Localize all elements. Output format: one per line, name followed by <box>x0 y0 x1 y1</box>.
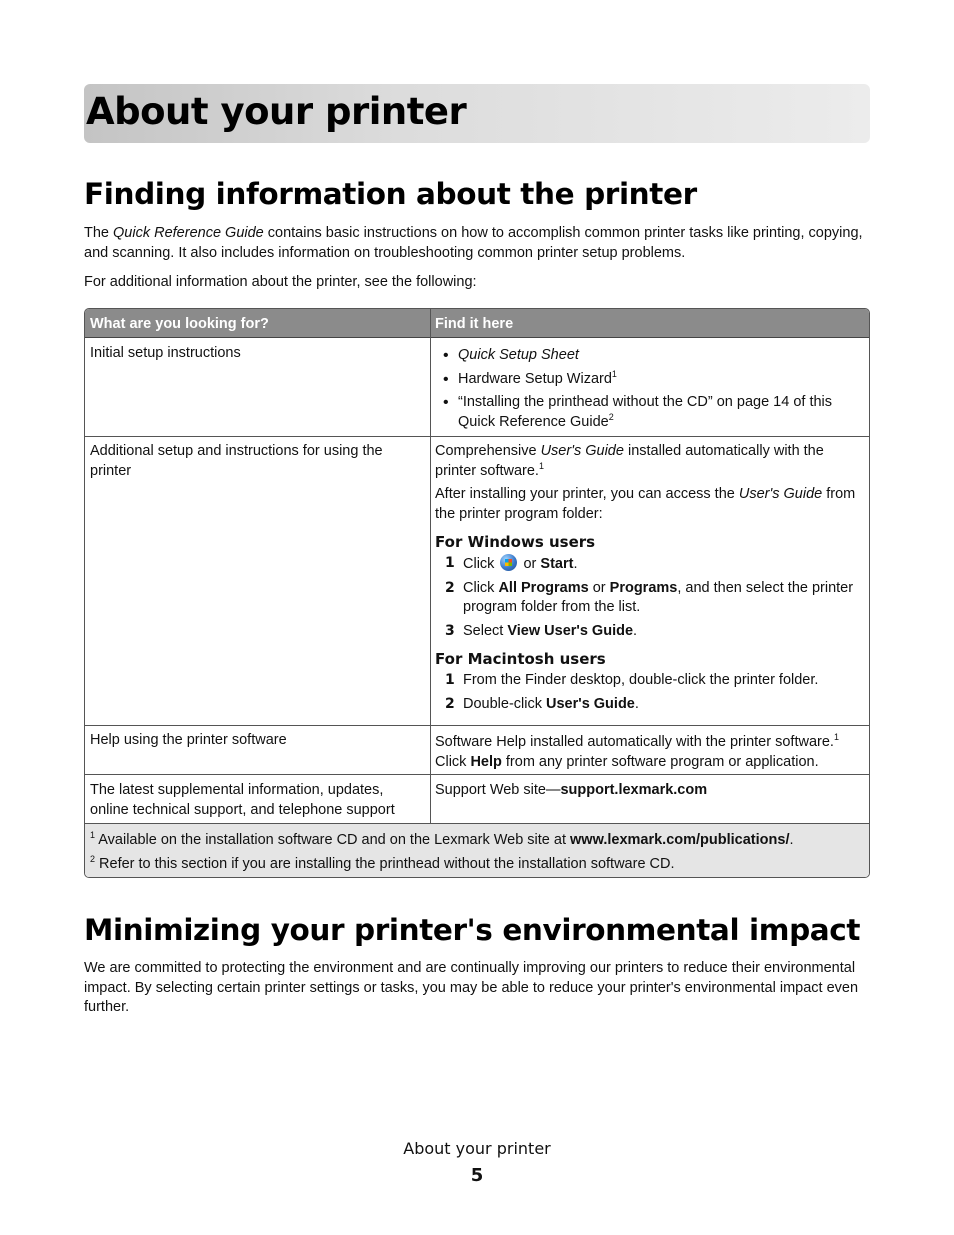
table-row-4-left: The latest supplemental information, updates, online technical support, and telephone support <box>90 782 395 818</box>
list-item: • Quick Setup Sheet <box>435 346 865 366</box>
publications-link[interactable]: www.lexmark.com/publications/ <box>570 832 790 848</box>
table-row-1-right <box>435 346 865 436</box>
row-divider <box>85 436 869 437</box>
setup-resources-list <box>435 346 865 432</box>
table-row-3-right <box>435 733 865 772</box>
list-item: • “Installing the printhead without the CD” on page 14 of this Quick Reference Guide$^2$ <box>435 393 865 432</box>
list-item: 2 Click All Programs or Programs, and then select the printer program folder from the list. <box>445 579 854 615</box>
windows-steps-list <box>435 554 865 641</box>
environment-paragraph: We are committed to protecting the environment and are continually improving our printers to reduce their environmental impact. By selecting certain printer settings or tasks, you may be able to reduce your printer's environmental impact even further. <box>84 960 859 1015</box>
list-item: 2 Double-click User's Guide. <box>445 695 639 712</box>
page-number: 5 <box>470 1165 484 1186</box>
section-heading-environmental-impact: Minimizing your printer's environmental impact <box>84 913 861 947</box>
section-heading-finding-information: Finding information about the printer <box>84 177 697 211</box>
windows-users-heading: For Windows users <box>435 533 596 551</box>
footnote-2: $^2$ Refer to this section if you are installing the printhead without the installation software CD. <box>90 854 675 872</box>
table-row-1-left: Initial setup instructions <box>90 345 241 361</box>
table-row-2-right <box>435 442 865 718</box>
row-divider <box>85 725 869 726</box>
column-header-looking-for: What are you looking for? <box>90 316 269 332</box>
intro-paragraph: The Quick Reference Guide contains basic instructions on how to accomplish common printer tasks like printing, copying, and scanning. It also includes information on troubleshooting common printer setup problems. <box>84 225 863 261</box>
table-header <box>85 309 869 338</box>
list-item: • Hardware Setup Wizard$^1$ <box>435 370 865 390</box>
table-footnotes <box>85 823 869 878</box>
table-row-4-right: Support Web site—support.lexmark.com <box>435 782 708 798</box>
table-row-2-left: Additional setup and instructions for using the printer <box>90 443 383 479</box>
chapter-title: About your printer <box>86 90 467 133</box>
additional-info-paragraph: For additional information about the printer, see the following: <box>84 274 477 290</box>
list-item: 3 Select View User's Guide. <box>445 622 638 639</box>
row-divider <box>85 774 869 775</box>
footer-chapter-title: About your printer <box>403 1139 551 1158</box>
column-divider <box>430 309 431 823</box>
support-website-link[interactable]: support.lexmark.com <box>560 782 708 798</box>
list-item: 1 From the Finder desktop, double-click the printer folder. <box>445 672 819 688</box>
footnote-1: $^1$ Available on the installation software CD and on the Lexmark Web site at www.lexmark.com/publications/. <box>90 830 794 848</box>
access-guide-paragraph: After installing your printer, you can access the User's Guide from the printer program folder: <box>435 486 856 522</box>
windows-start-icon <box>500 554 517 571</box>
macintosh-steps-list <box>435 671 865 714</box>
macintosh-users-heading: For Macintosh users <box>435 650 606 668</box>
users-guide-paragraph: Comprehensive User's Guide installed automatically with the printer software.$^1$ <box>435 443 824 479</box>
software-help-line: Software Help installed automatically with the printer software.$^1$ <box>435 732 839 750</box>
table-row-3-left: Help using the printer software <box>90 732 287 748</box>
list-item: 1 Click or Start. <box>445 555 578 572</box>
click-help-line: Click Help from any printer software program or application. <box>435 753 819 770</box>
information-table <box>84 308 870 878</box>
column-header-find-it-here: Find it here <box>435 316 514 332</box>
